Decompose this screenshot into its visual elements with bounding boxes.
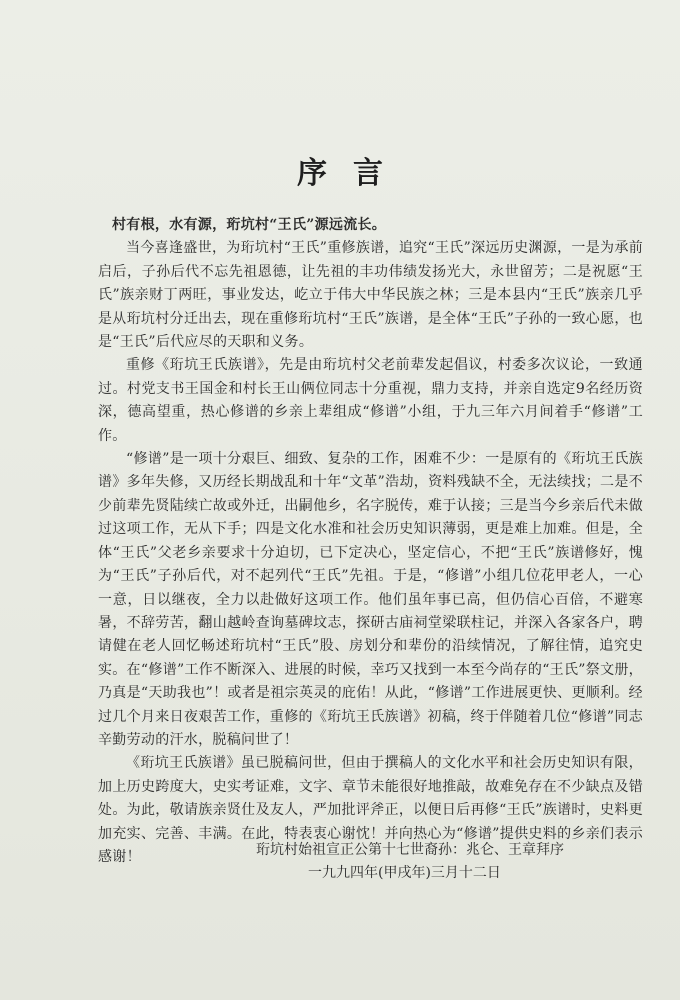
paragraph-opening: 村有根，水有源，珩坑村“王氏”源远流长。 xyxy=(112,217,387,233)
signature-block xyxy=(220,839,620,885)
signature-date: 一九九四年(甲戌年)三月十二日 xyxy=(308,865,501,881)
paragraph-acknowledgement: 《珩坑王氏族谱》虽已脱稿问世，但由于撰稿人的文化水平和社会历史知识有限，加上历史跨度大，史实考证难，文字、章节未能很好地推敲，故难免存在不少缺点及错处。为此，敬请族亲贤仕及友人，严加批评斧正，以便日后再修“王氏”族谱时，史料更加充实、完善、丰满。在此，特表衷心谢忱！并向热心为“修谱”提供史料的乡亲们表示感谢！ xyxy=(98,755,643,865)
paragraph-purpose: 当今喜逢盛世，为珩坑村“王氏”重修族谱，追究“王氏”深远历史渊源，一是为承前启后，子孙后代不忘先祖恩德，让先祖的丰功伟绩发扬光大，永世留芳；二是祝愿“王氏”族亲财丁两旺，事业发达，屹立于伟大中华民族之林；三是本县内“王氏”族亲几乎是从珩坑村分迁出去，现在重修珩坑村“王氏”族谱，是全体“王氏”子孙的一致心愿，也是“王氏”后代应尽的天职和义务。 xyxy=(98,240,643,351)
paragraph-initiation: 重修《珩坑王氏族谱》，先是由珩坑村父老前辈发起倡议，村委多次议论，一致通过。村党支书王国金和村长王山俩位同志十分重视，鼎力支持，并亲自选定9名经历资深，德高望重，热心修谱的乡亲上辈组成“修谱”小组，于九三年六月间着手“修谱”工作。 xyxy=(98,357,643,444)
signature-author: 珩坑村始祖宣正公第十七世裔孙：兆仑、王章拜序 xyxy=(256,842,564,858)
page-title: 序言 xyxy=(297,156,409,191)
paragraph-difficulties: “修谱”是一项十分艰巨、细致、复杂的工作，困难不少：一是原有的《珩坑王氏族谱》多年失修，又历经长期战乱和十年“文革”浩劫，资料残缺不全，无法续找；二是不少前辈先贤陆续亡故或外迁，出嗣他乡，名字脱传，难于认接；三是当今乡亲后代未做过这项工作，无从下手；四是文化水准和社会历史知识薄弱，更是难上加难。但是，全体“王氏”父老乡亲要求十分迫切，已下定决心，坚定信心，不把“王氏”族谱修好，愧为“王氏”子孙后代，对不起列代“王氏”先祖。于是，“修谱”小组几位花甲老人，一心一意，日以继夜，全力以赴做好这项工作。他们虽年事已高，但仍信心百倍，不避寒暑，不辞劳苦，翻山越岭查询墓碑坟志，探研古庙祠堂梁联柱记，并深入各家各户，聘请健在老人回忆畅述珩坑村“王氏”股、房划分和辈份的沿续情况，了解往情，追究史实。在“修谱”工作不断深入、进展的时候，幸巧又找到一本至今尚存的“王氏”祭文册，乃真是“天助我也”！或者是祖宗英灵的庇佑！从此，“修谱”工作进展更快、更顺利。经过几个月来日夜艰苦工作，重修的《珩坑王氏族谱》初稿，终于伴随着几位“修谱”同志辛勤劳动的汗水，脱稿问世了！ xyxy=(98,451,643,748)
preface-body xyxy=(98,214,643,869)
